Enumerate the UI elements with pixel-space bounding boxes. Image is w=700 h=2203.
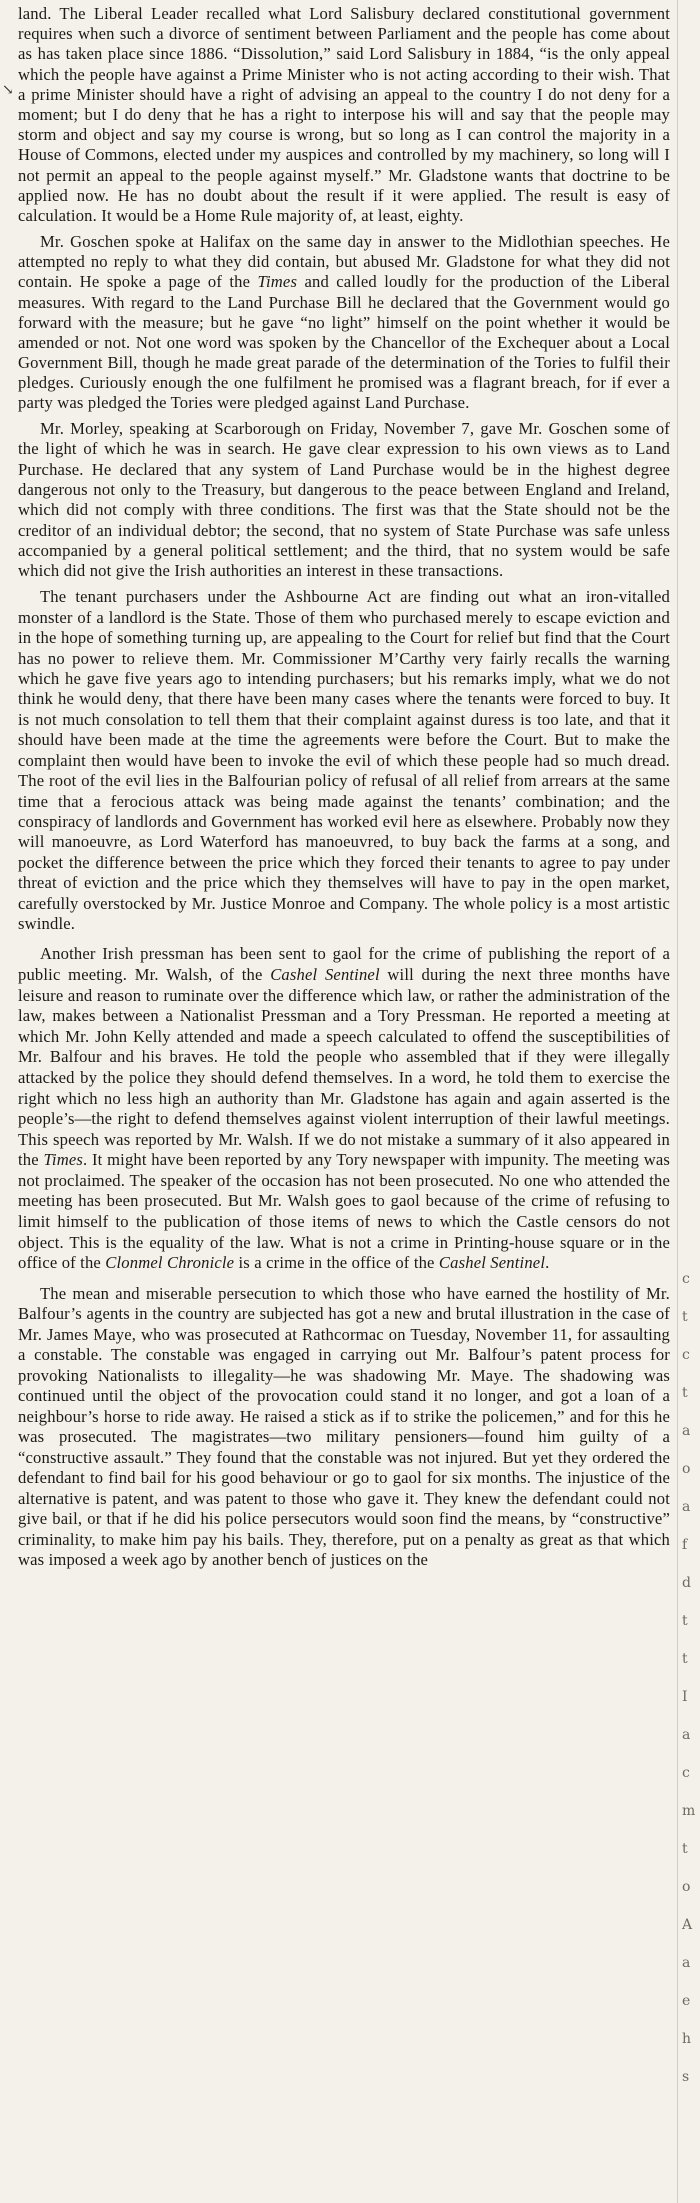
paragraph-maye-persecution [18, 1284, 670, 1571]
paragraph-text-end: . [545, 1253, 550, 1273]
adjacent-column-letter: c [682, 1765, 690, 1781]
paragraph-gladstone-dissolution [18, 4, 670, 226]
adjacent-column-letter: a [682, 1727, 691, 1743]
adjacent-column-letter: t [682, 1651, 688, 1667]
newspaper-title: Times [257, 272, 298, 292]
column-rule [677, 0, 678, 2203]
adjacent-column-letter: d [682, 1575, 691, 1591]
margin-pen-mark: ↘ [2, 83, 14, 98]
paragraph-text-end: and called loudly for the production of the Liberal measures. With regard to the Land Purchase Bill he declared that the Government would go forward with the measure; but he gave “no light” himself on the point whether it would be amended or not. Not one word was spoken by the Chancellor of the Exchequer about a Local Government Bill, though he made great parade of the determination of the Tories to fulfil their pledges. Curiously enough the one fulfilment he promised was a flagrant breach, for if ever a party was pledged the Tories were pledged against Land Purchase. [18, 272, 670, 412]
newspaper-title: Clonmel Chronicle [105, 1253, 235, 1273]
paragraph-goschen-halifax [18, 232, 670, 413]
adjacent-column-letter: a [682, 1955, 691, 1971]
newspaper-title: Times [43, 1150, 83, 1170]
adjacent-column-letter: m [682, 1803, 696, 1819]
adjacent-column-letter: o [682, 1461, 691, 1477]
adjacent-column-letter: c [682, 1271, 690, 1287]
adjacent-column-letter: t [682, 1613, 688, 1629]
paragraph-text-mid: is a crime in the office of the [234, 1253, 439, 1273]
adjacent-column-letter: a [682, 1423, 691, 1439]
adjacent-column-letter: A [682, 1917, 693, 1933]
adjacent-column-letter: t [682, 1309, 688, 1325]
paragraph-text-start: Another Irish pressman has been sent to gaol for the crime of publishing the report of a public meeting. Mr. Walsh, of the [18, 944, 670, 984]
adjacent-column-fragments [682, 1260, 696, 2096]
adjacent-column-letter: h [682, 2031, 692, 2047]
paragraph-text: land. The Liberal Leader recalled what Lord Salisbury declared constitutional government requires when such a divorce of sentiment between Parliament and the people has come about as has taken place since 1886. “Dissolution,” said Lord Salisbury in 1884, “is the only appeal which the people have against a Prime Minister who is not acting according to their wish. That a prime Minister should have a right of advising an appeal to the country I do not deny for a moment; but I do deny that he has a right to interpose his will and say that the people may storm and object and say my course is wrong, but so long as I can control the majority in a House of Commons, elected under my auspices and controlled by my machinery, so long will I not permit an appeal to the people against myself.” Mr. Gladstone wants that doctrine to be applied now. He has no doubt about the result if it were applied. The result is easy of calculation. It would be a Home Rule majority of, at least, eighty. [18, 4, 670, 226]
adjacent-column-letter: f [682, 1537, 688, 1553]
adjacent-column-letter: a [682, 1499, 691, 1515]
paragraph-text: The mean and miserable persecution to which those who have earned the hostility of Mr. Balfour’s agents in the country are subjected has got a new and brutal illustration in the case of Mr. James Maye, who was prosecuted at Rathcormac on Tuesday, November 11, for assaulting a constable. The constable was engaged in carrying out Mr. Balfour’s patent process for provoking Nationalists to illegality—he was shadowing Mr. Maye. The shadowing was continued until the object of the provocation could stand it no longer, and got a loan of a neighbour’s horse to ride away. He raised a stick as if to strike the policemen,” and for this he was prosecuted. The magistrates—two military pensioners—found him guilty of a “constructive assault.” They found that the constable was not injured. But yet they ordered the defendant to find bail for his good behaviour or go to gaol for six months. The injustice of the alternative is patent, and was patent to those who gave it. They knew the defendant could not give bail, or that if he did his police persecutors would soon find the means, by “constructive” criminality, to make him pay his bails. They, therefore, put on a penalty as great as that which was imposed a week ago by another bench of justices on the [18, 1283, 670, 1570]
paragraph-morley-scarborough [18, 419, 670, 581]
adjacent-column-letter: t [682, 1385, 688, 1401]
paragraph-text-mid: . It might have been reported by any Tory newspaper with impunity. The meeting was not proclaimed. The speaker of the occasion has not been prosecuted. No one who attended the meeting has been prosecuted. But Mr. Walsh goes to gaol because of the crime of refusing to limit himself to the publication of those items of news to which the Castle censors do not object. This is the equality of the law. What is not a crime in Printing-house square or in the office of the [18, 1150, 670, 1273]
paragraph-text-mid: will during the next three months have leisure and reason to ruminate over the difference which law, or rather the administration of the law, makes between a Nationalist Pressman and a Tory Pressman. He reported a meeting at which Mr. John Kelly attended and made a speech calculated to offend the susceptibilities of Mr. Balfour and his braves. He told the people who assembled that if they were illegally attacked by the police they should defend themselves. In a word, he told them to exercise the right which no less high an authority than Mr. Gladstone has again and again asserted is the people’s—the right to defend themselves against violent interruption of their lawful meetings. This speech was reported by Mr. Walsh. If we do not mistake a summary of it also appeared in the [18, 964, 670, 1170]
adjacent-column-letter: e [682, 1993, 691, 2009]
adjacent-column-letter: c [682, 1347, 690, 1363]
newspaper-title: Cashel Sentinel [438, 1253, 546, 1273]
adjacent-column-letter: s [682, 2069, 690, 2085]
paragraph-text: The tenant purchasers under the Ashbourne Act are finding out what an iron-vitalled monster of a landlord is the State. Those of them who purchased merely to escape eviction and in the hope of something turning up, are appealing to the Court for relief but find that the Court has no power to relieve them. Mr. Commissioner M’Carthy very fairly recalls the warning which he gave five years ago to intending purchasers; but his remarks imply, what we do not think he would deny, that there have been many cases where the tenants were forced to buy. It is not much consolation to tell them that their complaint against duress is too late, and that it should have been made at the time the agreements were before the Court. But to make the complaint then would have been to invoke the evil of which these people had so much dread. The root of the evil lies in the Balfourian policy of refusal of all relief from arrears at the same time that a ferocious attack was being made against the tenants’ combination; and the conspiracy of landlords and Government has worked evil here as elsewhere. Probably now they will manoeuvre, as Lord Waterford has manoeuvred, to buy back the farms at a song, and pocket the difference between the price which they forced their tenants to agree to pay under threat of eviction and the price which they themselves will have to pay in the open market, carefully overstocked by Mr. Justice Monroe and Company. The whole policy is a most artistic swindle. [18, 587, 670, 933]
paragraph-text: Mr. Morley, speaking at Scarborough on Friday, November 7, gave Mr. Goschen some of the light of which he was in search. He gave clear expression to his own views as to Land Purchase. He declared that any system of Land Purchase would be in the highest degree dangerous not only to the Treasury, but dangerous to the peace between England and Ireland, which did not comply with three conditions. The first was that the State should not be the creditor of an individual debtor; the second, that no system of State Purchase was safe unless accompanied by a general political settlement; and the third, that no system would be safe which did not give the Irish authorities an interest in these transactions. [18, 419, 670, 581]
paragraph-ashbourne-act [18, 587, 670, 934]
article-column [18, 4, 670, 1571]
adjacent-column-letter: o [682, 1879, 691, 1895]
paragraph-irish-pressman [18, 944, 670, 1274]
newspaper-title: Cashel Sentinel [270, 964, 380, 984]
paragraph-text-start: Mr. Goschen spoke at Halifax on the same day in answer to the Midlothian speeches. He attempted no reply to what they did contain, but abused Mr. Gladstone for what they did not contain. He spoke a page of the [18, 232, 670, 292]
adjacent-column-letter: I [682, 1689, 688, 1705]
adjacent-column-letter: t [682, 1841, 688, 1857]
